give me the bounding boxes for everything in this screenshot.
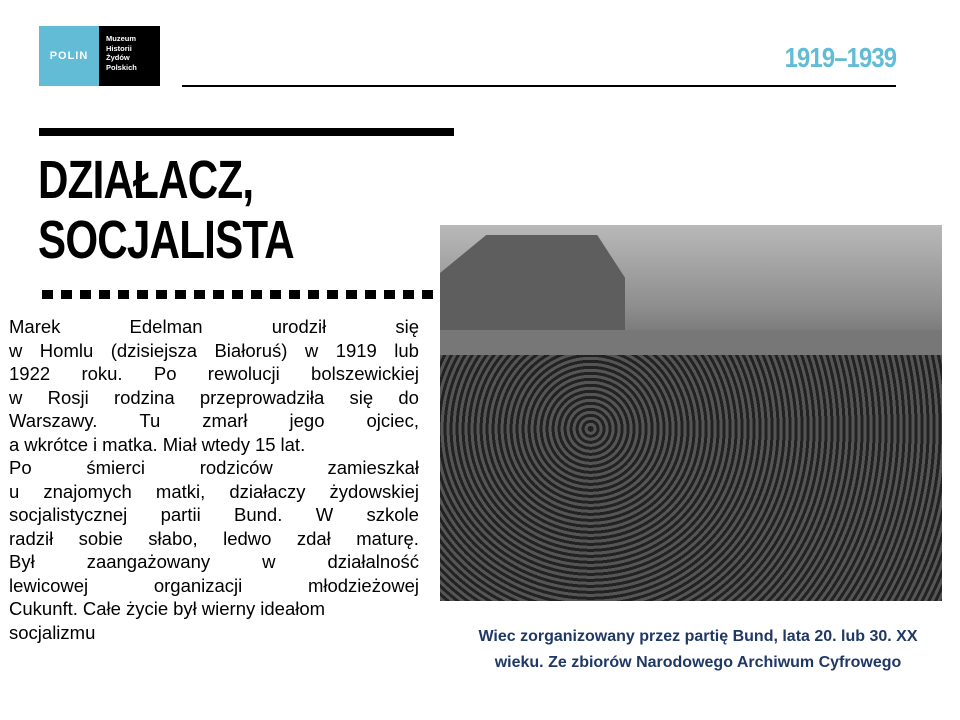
logo-line: Polskich (106, 62, 137, 72)
body-line: lewicowej organizacji młodzieżowej (9, 574, 419, 596)
logo-text (99, 26, 160, 86)
body-line: radził sobie słabo, ledwo zdał maturę. (9, 527, 419, 549)
body-line: w Rosji rodzina przeprowadziła się do (9, 386, 419, 408)
building (440, 235, 625, 330)
logo-brand: POLIN (39, 26, 99, 86)
crowd (440, 355, 942, 601)
title-line: SOCJALISTA (38, 210, 294, 270)
polin-logo (39, 26, 160, 86)
body-line: Był zaangażowany w działalność (9, 551, 419, 572)
header-divider (182, 85, 896, 87)
photo-caption: Wiec zorganizowany przez partię Bund, lata 20. lub 30. XX wieku. Ze zbiorów Narodowego Archiwum Cyfrowego (478, 628, 918, 671)
dotted-divider (42, 290, 437, 299)
body-line: 1922 roku. Po rewolucji bolszewickiej (9, 363, 419, 384)
body-line: Warszawy. Tu zmarł jego ojciec, (9, 410, 419, 431)
slide-title (38, 150, 294, 270)
years-label: 1919–1939 (784, 42, 896, 73)
logo-line: Historii (106, 43, 132, 53)
body-line: w Homlu (dzisiejsza Białoruś) w 1919 lub (9, 339, 419, 361)
logo-line: Żydów (106, 53, 130, 62)
body-line: Cukunft. Całe życie był wierny ideałom (9, 598, 326, 619)
rally-photo (440, 225, 942, 601)
logo-line: Muzeum (106, 34, 136, 43)
title-line: DZIAŁACZ, (38, 150, 254, 210)
body-line: socjalizmu (9, 621, 96, 643)
title-bar (39, 128, 454, 136)
body-line: socjalistycznej partii Bund. W szkole (9, 504, 419, 525)
body-line: Po śmierci rodziców zamieszkał (9, 457, 419, 478)
body-line: Marek Edelman urodził się (9, 316, 419, 337)
body-text (9, 315, 419, 644)
body-line: a wkrótce i matka. Miał wtedy 15 lat. (9, 433, 306, 455)
body-line: u znajomych matki, działaczy żydowskiej (9, 480, 419, 502)
